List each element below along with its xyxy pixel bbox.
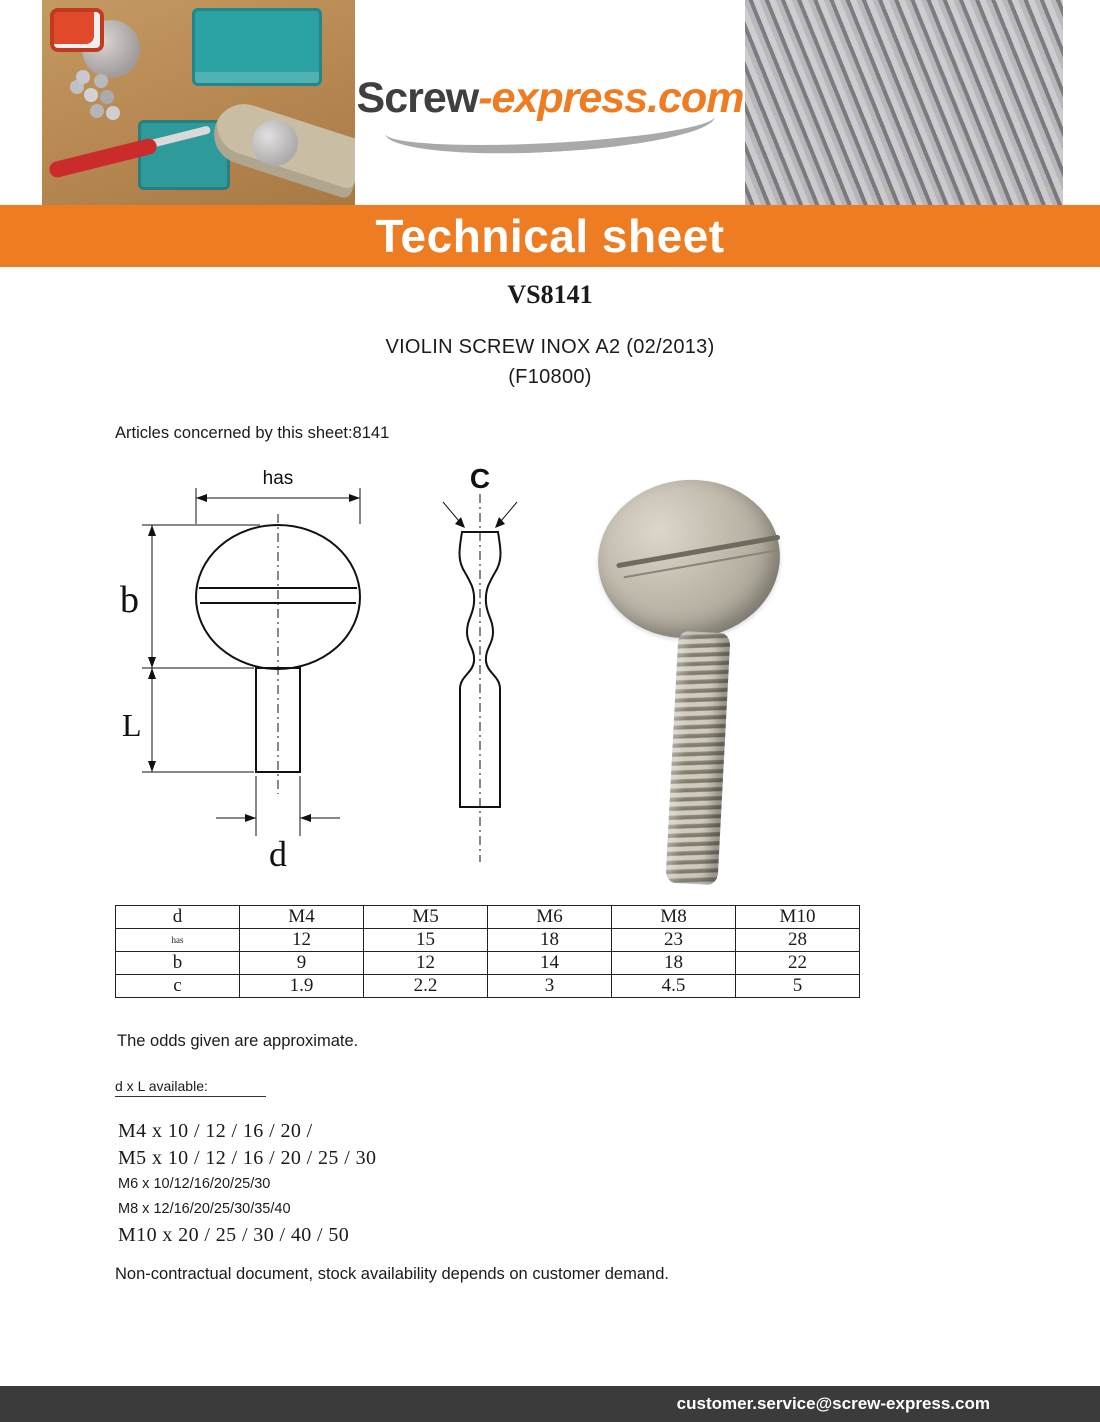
screw-thread-image <box>665 631 730 885</box>
table-cell: c <box>116 975 240 998</box>
table-cell: 4.5 <box>612 975 736 998</box>
table-cell: 2.2 <box>364 975 488 998</box>
dim-label-d: d <box>269 834 287 874</box>
doc-subtitle: (F10800) <box>508 366 592 388</box>
table-cell: 1.9 <box>240 975 364 998</box>
footer-bar <box>0 1386 1100 1422</box>
table-cell: 18 <box>488 929 612 952</box>
table-cell: 28 <box>736 929 860 952</box>
size-line: M8 x 12/16/20/25/30/35/40 <box>118 1201 291 1217</box>
parts-tray-image <box>192 8 322 86</box>
approx-note: The odds given are approximate. <box>117 1032 359 1050</box>
disclaimer-note: Non-contractual document, stock availability depends on customer demand. <box>115 1265 669 1283</box>
screw-slot-image <box>624 549 778 578</box>
dim-label-has: has <box>262 468 294 489</box>
size-line: M4 x 10 / 12 / 16 / 20 / <box>118 1120 313 1142</box>
table-cell: M5 <box>364 906 488 929</box>
table-cell: b <box>116 952 240 975</box>
table-cell: 9 <box>240 952 364 975</box>
brand-logo-secondary: -express.com <box>478 74 744 122</box>
size-line: M6 x 10/12/16/20/25/30 <box>118 1176 271 1192</box>
brand-logo <box>355 0 745 205</box>
doc-title: VIOLIN SCREW INOX A2 (02/2013) <box>385 336 715 358</box>
table-cell: 12 <box>240 929 364 952</box>
available-sizes-list <box>118 1118 376 1249</box>
front-view-drawing <box>108 462 418 892</box>
screw-head-image <box>590 471 788 647</box>
product-photo <box>588 472 828 897</box>
measuring-tape-image <box>50 8 104 52</box>
table-cell: 14 <box>488 952 612 975</box>
size-line: M10 x 20 / 25 / 30 / 40 / 50 <box>118 1224 350 1246</box>
screws-pile-photo <box>745 0 1063 205</box>
table-cell: 3 <box>488 975 612 998</box>
support-email-link[interactable]: customer.service@screw-express.com <box>676 1394 990 1413</box>
table-cell: d <box>116 906 240 929</box>
table-cell: 15 <box>364 929 488 952</box>
table-cell: 12 <box>364 952 488 975</box>
doc-code: VS8141 <box>507 280 593 309</box>
size-line: M5 x 10 / 12 / 16 / 20 / 25 / 30 <box>118 1147 377 1169</box>
side-view-drawing <box>415 462 545 892</box>
table-cell: 5 <box>736 975 860 998</box>
screws-cluster-image <box>76 70 90 84</box>
table-cell: 22 <box>736 952 860 975</box>
table-cell: 18 <box>612 952 736 975</box>
availability-heading: d x L available: <box>115 1078 266 1097</box>
table-cell: M10 <box>736 906 860 929</box>
table-row <box>116 929 860 952</box>
dim-label-b: b <box>120 579 139 621</box>
articles-line: Articles concerned by this sheet:8141 <box>115 424 390 442</box>
table-cell: M4 <box>240 906 364 929</box>
brand-logo-primary: Screw <box>356 74 479 122</box>
dim-label-c: C <box>469 463 491 494</box>
workbench-photo <box>42 0 355 205</box>
spec-table <box>115 905 860 998</box>
table-cell: M6 <box>488 906 612 929</box>
table-cell: has <box>116 929 240 952</box>
banner-title: Technical sheet <box>375 210 725 262</box>
washers-image <box>252 120 298 166</box>
dim-label-l: L <box>122 707 142 743</box>
table-row <box>116 952 860 975</box>
table-row <box>116 906 860 929</box>
table-cell: 23 <box>612 929 736 952</box>
table-row <box>116 975 860 998</box>
table-cell: M8 <box>612 906 736 929</box>
banner <box>0 205 1100 267</box>
